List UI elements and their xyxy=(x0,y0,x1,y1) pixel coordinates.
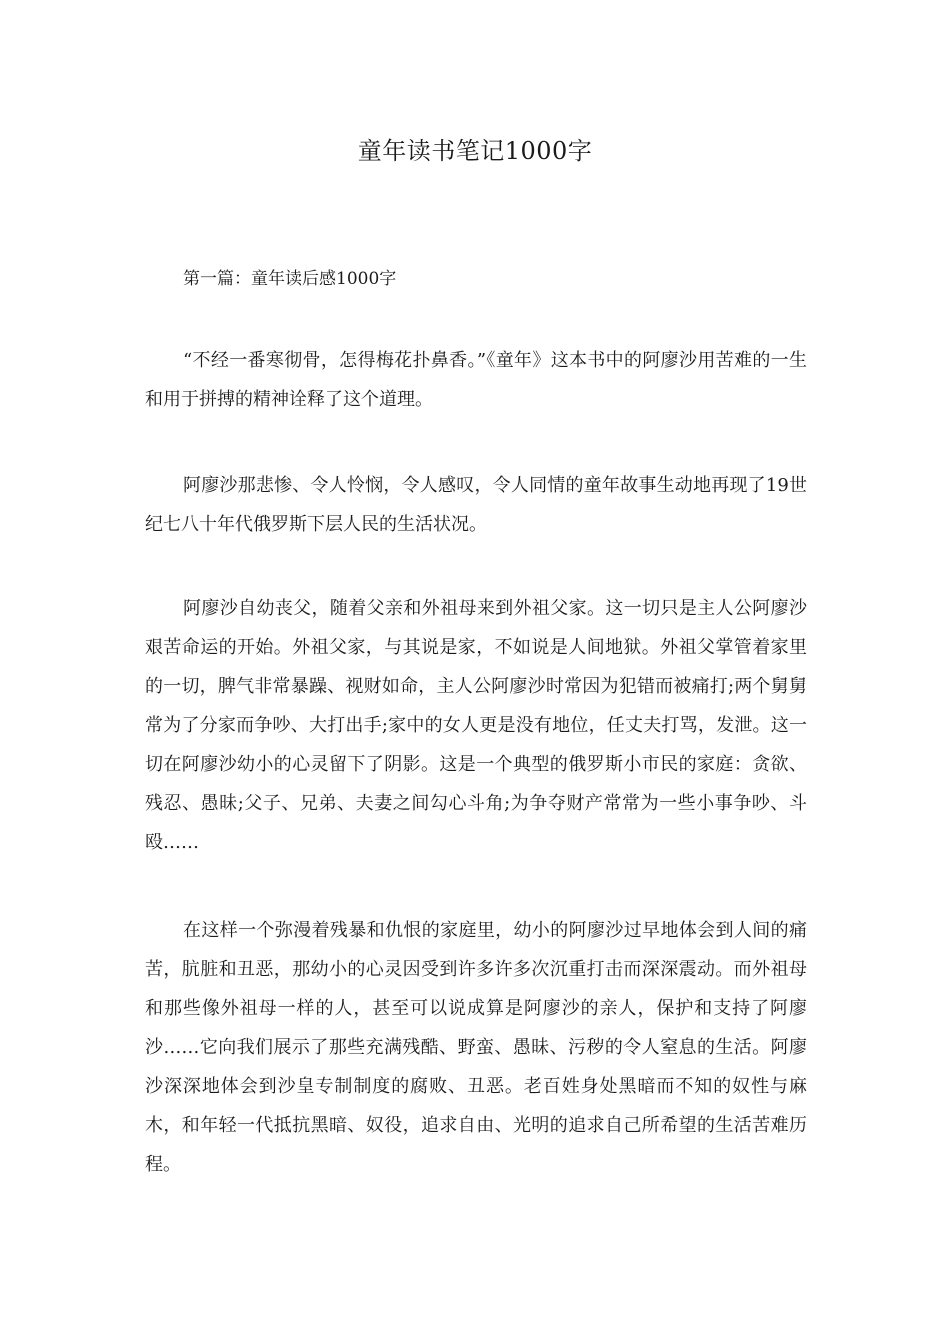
paragraph: “不经一番寒彻骨，怎得梅花扑鼻香。”《童年》这本书中的阿廖沙用苦难的一生和用于拼搏的精神诠释了这个道理。 xyxy=(145,350,807,410)
paragraph: 阿廖沙自幼丧父，随着父亲和外祖母来到外祖父家。这一切只是主人公阿廖沙艰苦命运的开始。外祖父家，与其说是家，不如说是人间地狱。外祖父掌管着家里的一切，脾气非常暴躁、视财如命，主人公阿廖沙时常因为犯错而被痛打;两个舅舅常为了分家而争吵、大打出手;家中的女人更是没有地位，任丈夫打骂，发泄。这一切在阿廖沙幼小的心灵留下了阴影。这是一个典型的俄罗斯小市民的家庭：贪欲、残忍、愚昧;父子、兄弟、夫妻之间勾心斗角;为争夺财产常常为一些小事争吵、斗殴…… xyxy=(145,598,807,853)
paragraph: 阿廖沙那悲惨、令人怜悯，令人感叹，令人同情的童年故事生动地再现了19世纪七八十年代俄罗斯下层人民的生活状况。 xyxy=(145,475,807,535)
document-title: 童年读书笔记1000字 xyxy=(357,137,593,165)
section-heading: 第一篇：童年读后感1000字 xyxy=(183,269,397,289)
paragraph: 在这样一个弥漫着残暴和仇恨的家庭里，幼小的阿廖沙过早地体会到人间的痛苦，肮脏和丑恶，那幼小的心灵因受到许多许多次沉重打击而深深震动。而外祖母和那些像外祖母一样的人，甚至可以说成算是阿廖沙的亲人，保护和支持了阿廖沙……它向我们展示了那些充满残酷、野蛮、愚昧、污秽的令人窒息的生活。阿廖沙深深地体会到沙皇专制制度的腐败、丑恶。老百姓身处黑暗而不知的奴性与麻木，和年轻一代抵抗黑暗、奴役，追求自由、光明的追求自己所希望的生活苦难历程。 xyxy=(145,920,807,1175)
